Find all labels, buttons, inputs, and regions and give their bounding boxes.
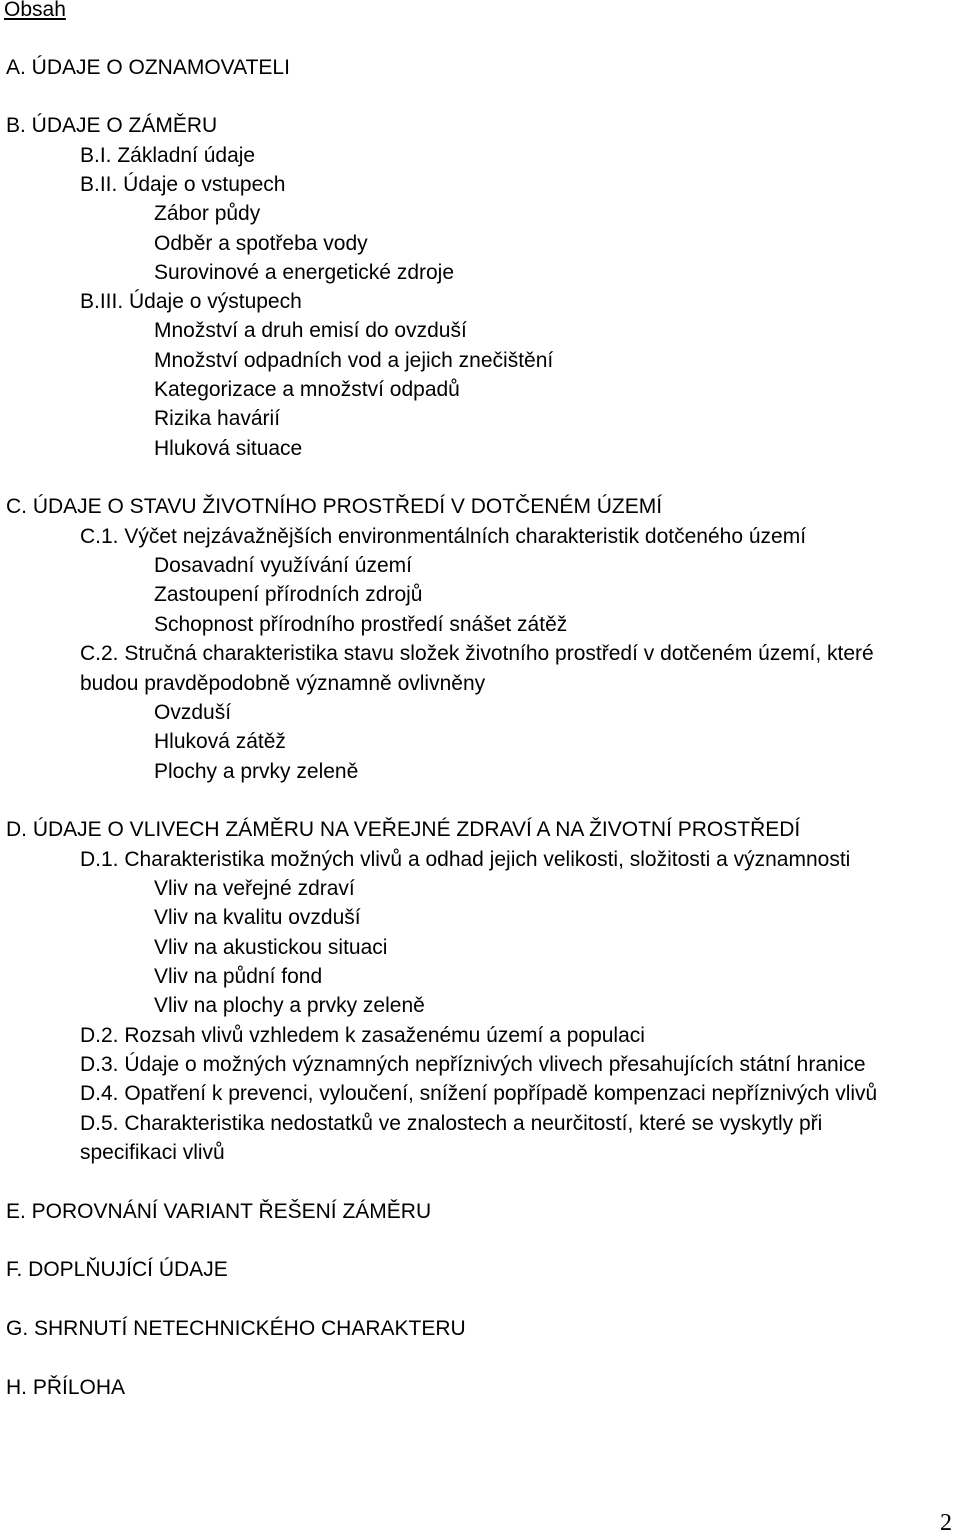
toc-subentry: Schopnost přírodního prostředí snášet zátěž <box>154 613 568 636</box>
toc-subentry: Dosavadní využívání území <box>154 554 412 577</box>
toc-subentry: Hluková situace <box>154 437 303 460</box>
page-number: 2 <box>940 1510 952 1536</box>
toc-entry-d-5: D.5. Charakteristika nedostatků ve znalostech a neurčitostí, které se vyskytly při <box>80 1112 823 1135</box>
toc-subentry: Hluková zátěž <box>154 730 286 753</box>
toc-subentry: Vliv na půdní fond <box>154 965 323 988</box>
toc-subentry: Ovzduší <box>154 701 232 724</box>
toc-subentry: Zastoupení přírodních zdrojů <box>154 583 423 606</box>
toc-entry-b: B. ÚDAJE O ZÁMĚRU <box>6 114 218 137</box>
toc-entry-d-4: D.4. Opatření k prevenci, vyloučení, snížení popřípadě kompenzaci nepříznivých vlivů <box>80 1082 878 1105</box>
toc-subentry: Odběr a spotřeba vody <box>154 232 368 255</box>
toc-entry-b-ii: B.II. Údaje o vstupech <box>80 173 286 196</box>
toc-entry-a: A. ÚDAJE O OZNAMOVATELI <box>6 56 290 79</box>
toc-entry-g: G. SHRNUTÍ NETECHNICKÉHO CHARAKTERU <box>6 1317 466 1340</box>
toc-subentry: Vliv na veřejné zdraví <box>154 877 355 900</box>
toc-subentry: Rizika havárií <box>154 407 281 430</box>
toc-subentry: Množství a druh emisí do ovzduší <box>154 319 467 342</box>
toc-subentry: Zábor půdy <box>154 202 261 225</box>
toc-subentry: Množství odpadních vod a jejich znečištění <box>154 349 554 372</box>
toc-entry-c: C. ÚDAJE O STAVU ŽIVOTNÍHO PROSTŘEDÍ V DOTČENÉM ÚZEMÍ <box>6 495 663 518</box>
toc-entry-c-2-continued: budou pravděpodobně významně ovlivněny <box>80 672 486 695</box>
toc-subentry: Vliv na plochy a prvky zeleně <box>154 994 425 1017</box>
toc-subentry: Vliv na kvalitu ovzduší <box>154 906 361 929</box>
toc-entry-d-3: D.3. Údaje o možných významných nepříznivých vlivech přesahujících státní hranice <box>80 1053 866 1076</box>
toc-entry-d-1: D.1. Charakteristika možných vlivů a odhad jejich velikosti, složitosti a významnosti <box>80 848 851 871</box>
toc-title[interactable]: Obsah <box>4 0 66 21</box>
toc-entry-f: F. DOPLŇUJÍCÍ ÚDAJE <box>6 1258 228 1281</box>
toc-entry-b-i: B.I. Základní údaje <box>80 144 256 167</box>
toc-entry-d-5-continued: specifikaci vlivů <box>80 1141 225 1164</box>
toc-subentry: Plochy a prvky zeleně <box>154 760 359 783</box>
toc-subentry: Surovinové a energetické zdroje <box>154 261 455 284</box>
toc-subentry: Vliv na akustickou situaci <box>154 936 388 959</box>
toc-entry-h: H. PŘÍLOHA <box>6 1376 126 1399</box>
toc-entry-b-iii: B.III. Údaje o výstupech <box>80 290 302 313</box>
toc-entry-d: D. ÚDAJE O VLIVECH ZÁMĚRU NA VEŘEJNÉ ZDRAVÍ A NA ŽIVOTNÍ PROSTŘEDÍ <box>6 818 801 841</box>
toc-entry-c-1: C.1. Výčet nejzávažnějších environmentálních charakteristik dotčeného území <box>80 525 807 548</box>
toc-entry-c-2: C.2. Stručná charakteristika stavu složek životního prostředí v dotčeném území, které <box>80 642 874 665</box>
toc-entry-d-2: D.2. Rozsah vlivů vzhledem k zasaženému území a populaci <box>80 1024 645 1047</box>
toc-subentry: Kategorizace a množství odpadů <box>154 378 460 401</box>
toc-entry-e: E. POROVNÁNÍ VARIANT ŘEŠENÍ ZÁMĚRU <box>6 1200 432 1223</box>
